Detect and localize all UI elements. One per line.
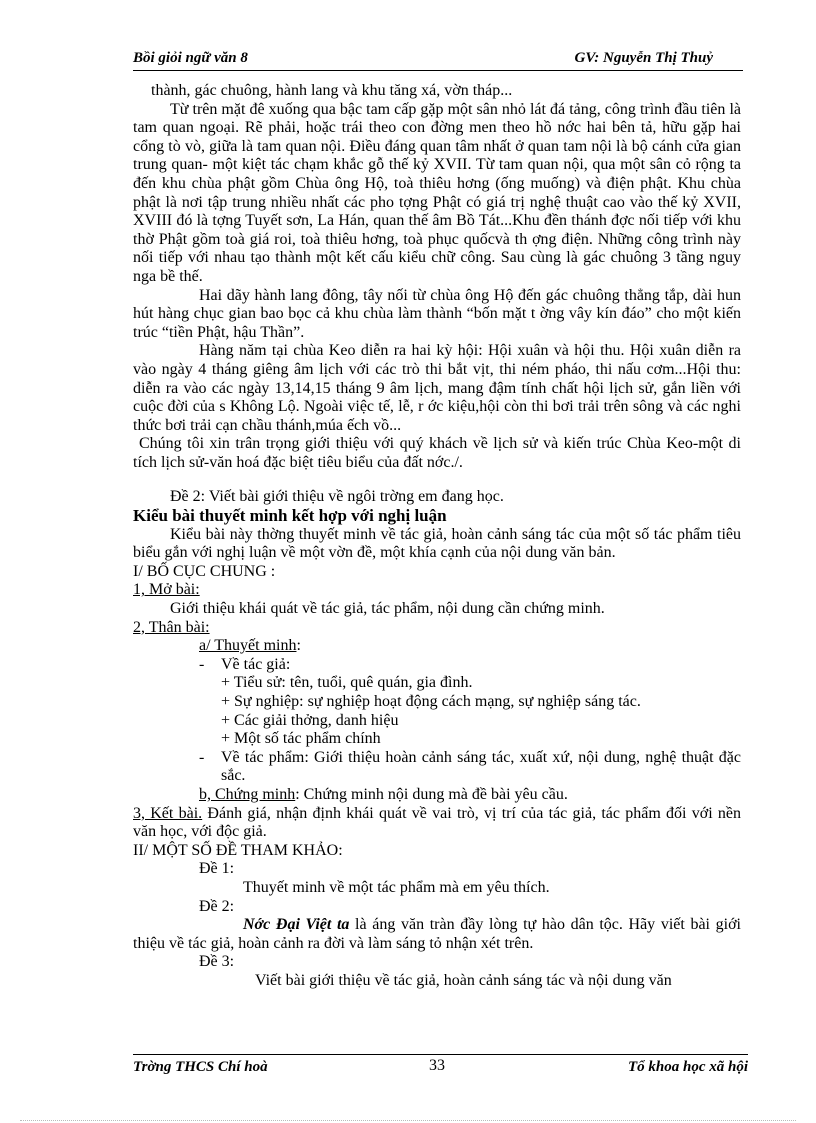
paragraph-1: thành, gác chuông, hành lang và khu tăng xá, vờn tháp... [151, 82, 513, 99]
page-bottom-divider [20, 1120, 796, 1121]
de-1-label: Đề 1: [199, 860, 235, 878]
than-bai-heading: 2, Thân bài: [133, 618, 210, 636]
footer-right: Tổ khoa học xã hội [627, 1059, 748, 1075]
paragraph-4: Hàng năm tại chùa Keo diễn ra hai kỳ hội: Hội xuân và hội thu. Hội xuân diễn ra vào ngày 4 tháng giêng âm lịch với các trò thi bắt vịt, thi ném pháo, thi nấu cơm...Hội thu: diễn ra vào các ngày 13,14,15 tháng 9 âm lịch, mang đậm tính chất hội lịch sử, gắn liền với cuộc đời của s Không Lộ. Ngoài việc tế, lễ, r ớc kiệu,hội còn thi bơi trải trên sông và các nghi thức bơi trải cạn chầu thánh,múa ếch vồ... [133, 342, 741, 434]
tieu-su: + Tiểu sử: tên, tuổi, quê quán, gia đình. [221, 674, 473, 692]
tac-pham-chinh: + Một số tác phẩm chính [221, 730, 381, 748]
dash-marker: - [199, 748, 205, 766]
footer-left: Trờng THCS Chí hoà [133, 1059, 268, 1075]
mo-bai-text: Giới thiệu khái quát về tác giả, tác phẩm, nội dung cần chứng minh. [170, 600, 605, 618]
part-1-heading: I/ BỐ CỤC CHUNG : [133, 562, 276, 580]
ve-tac-pham: Về tác phẩm: Giới thiệu hoàn cảnh sáng tác, xuất xứ, nội dung, nghệ thuật đặc sắc. [221, 748, 741, 785]
section-intro: Kiểu bài này thờng thuyết minh về tác giả, hoàn cảnh sáng tác của một số tác phẩm tiêu biểu gắn với nghị luận về một vờn đề, một khía cạnh của nội dung văn bản. [133, 525, 741, 562]
page-header [133, 48, 743, 71]
de-2-title: Nớc Đại Việt ta [243, 916, 350, 934]
page-footer [133, 1054, 748, 1079]
part-2-heading: II/ MỘT SỐ ĐỀ THAM KHẢO: [133, 841, 343, 859]
mo-bai-heading: 1, Mở bài: [133, 581, 200, 599]
ve-tac-gia-item [199, 656, 741, 675]
thuyet-minh-heading [133, 637, 741, 656]
thuyet-minh-colon: : [296, 637, 301, 655]
paragraph-3: Hai dãy hành lang đông, tây nối từ chùa ông Hộ đến gác chuông thẳng tắp, dài hun hút hàng chục gian bao bọc cả khu chùa làm thành “bốn mặt t ờng vây kín đáo” cho một kiến trúc “tiền Phật, hậu Thần”. [133, 286, 741, 341]
de-3-label: Đề 3: [199, 953, 235, 971]
chung-minh-label: b, Chứng minh [199, 785, 296, 803]
page-body [133, 82, 741, 991]
de-2-line [133, 916, 741, 953]
de-1-text: Thuyết minh về một tác phẩm mà em yêu thích. [243, 878, 550, 896]
de-3-text: Viết bài giới thiệu về tác giả, hoàn cảnh sáng tác và nội dung văn [255, 971, 672, 989]
ket-bai-label: 3, Kết bài. [133, 804, 203, 822]
chung-minh-line [133, 786, 741, 805]
ve-tac-gia: Về tác giả: [221, 655, 291, 673]
dash-marker: - [199, 655, 205, 673]
ve-tac-pham-item [199, 749, 741, 786]
thuyet-minh-label: a/ Thuyết minh [199, 637, 297, 655]
de-2-text: là áng văn tràn đầy lòng tự hào dân tộc. Hãy viết bài giới thiệu về tác giả, hoàn cảnh ra đời và làm sáng tỏ nhận xét trên. [133, 916, 741, 952]
giai-thuong: + Các giải thởng, danh hiệu [221, 711, 399, 729]
section-title: Kiểu bài thuyết minh kết hợp với nghị luận [133, 506, 447, 526]
paragraph-2: Từ trên mặt đê xuống qua bậc tam cấp gặp một sân nhỏ lát đá tảng, công trình đầu tiên là tam quan ngoại. Rẽ phải, hoặc trái theo con đờng men theo hồ nớc hai bên tả, hữu gặp hai cổng tò vò, giữa là tam quan nội. Điều đáng quan tâm nhất ở quan tam nội là bộ cánh cửa gian trung quan- một kiệt tác chạm khắc gỗ thế kỷ XVII. Từ tam quan nội, qua một sân cỏ rộng ta đến khu chùa phật gồm Chùa ông Hộ, toà thiêu hơng (ống muống) và điện phật. Khu chùa phật là nơi tập trung nhiều nhất các pho tợng Phật có giá trị nghệ thuật cao vào thế kỷ XVII, XVIII đó là tợng Tuyết sơn, La Hán, quan thế âm Bồ Tát...Khu đền thánh đợc nối tiếp với khu thờ Phật gồm toà giá roi, toà thiêu hơng, toà phục quốcvà th ợng điện. Những công trình này nối tiếp với nhau tạo thành một kết cấu kiểu chữ công. Sau cùng là gác chuông 3 tầng nguy nga bề thế. [133, 100, 741, 285]
ket-bai-text: Đánh giá, nhận định khái quát về vai trò, vị trí của tác giả, tác phẩm đối với nền văn học, với độc giả. [133, 804, 741, 841]
header-left: Bồi giỏi ngữ văn 8 [133, 50, 248, 66]
spacer [133, 472, 741, 488]
su-nghiep: + Sự nghiệp: sự nghiệp hoạt động cách mạng, sự nghiệp sáng tác. [221, 693, 641, 710]
paragraph-6: Đề 2: Viết bài giới thiệu về ngôi trờng em đang học. [170, 488, 504, 506]
paragraph-5: Chúng tôi xin trân trọng giới thiệu với quý khách về lịch sử và kiến trúc Chùa Keo-một di tích lịch sử-văn hoá đặc biệt tiêu biểu của đất nớc./. [133, 435, 741, 471]
page-number: 33 [429, 1057, 445, 1074]
chung-minh-text: : Chứng minh nội dung mà đề bài yêu cầu. [295, 785, 568, 803]
ket-bai-line [133, 805, 741, 842]
de-2-label: Đề 2: [199, 897, 235, 915]
header-right: GV: Nguyễn Thị Thuỷ [574, 50, 713, 66]
